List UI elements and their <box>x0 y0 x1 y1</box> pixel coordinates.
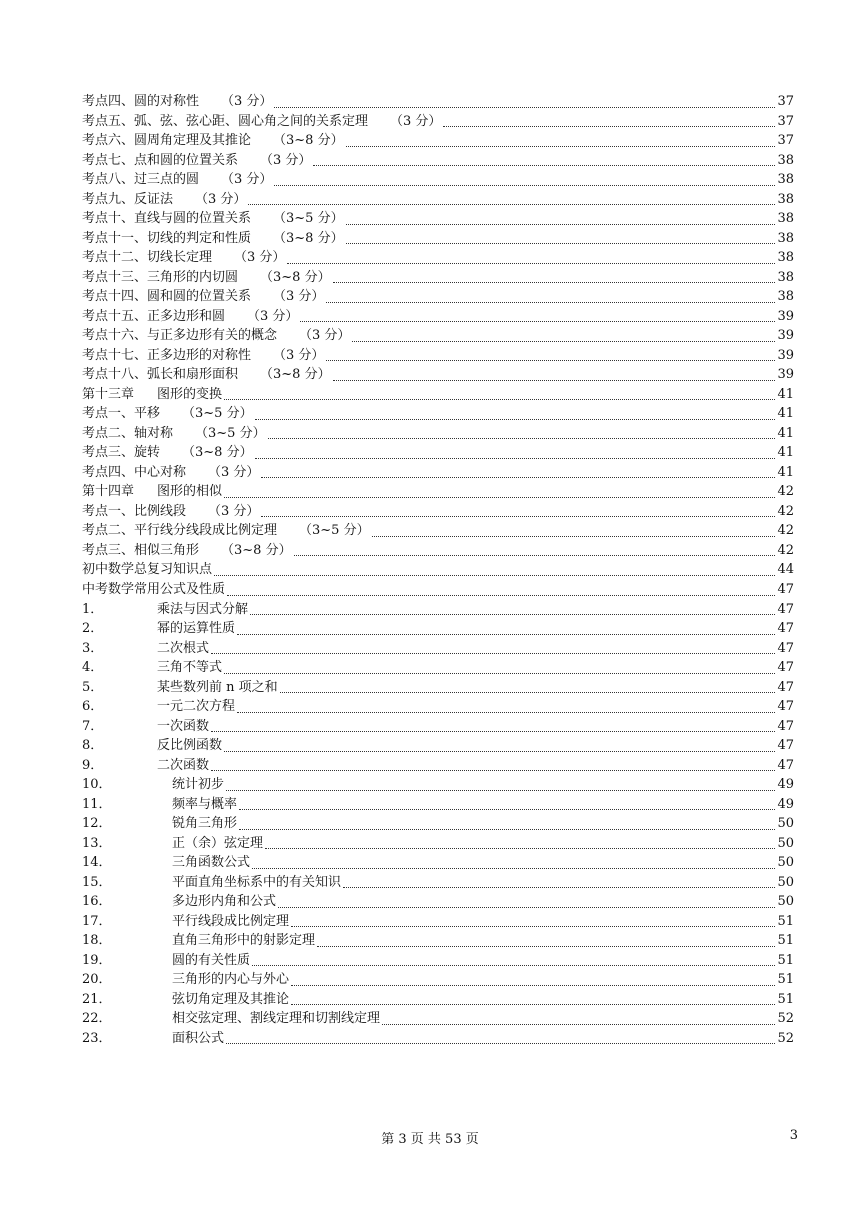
toc-entry-title: 面积公式 <box>172 1030 225 1046</box>
toc-entry-page: 47 <box>777 718 794 734</box>
dot-leader <box>346 242 776 244</box>
toc-entry-page: 50 <box>777 874 794 890</box>
toc-entry-title: 一元二次方程 <box>157 699 236 715</box>
toc-entry-title: 考点十四、圆和圆的位置关系 <box>82 289 252 305</box>
dot-leader <box>255 418 776 420</box>
toc-entry-page: 47 <box>777 640 794 656</box>
toc-entry-score: （3 分） <box>208 503 260 519</box>
dot-leader <box>211 730 775 732</box>
toc-entry-title: 考点一、平移 <box>82 406 161 422</box>
toc-entry[interactable] <box>82 795 794 814</box>
toc-entry-title: 考点十七、正多边形的对称性 <box>82 347 252 363</box>
toc-entry[interactable] <box>82 756 794 775</box>
toc-entry[interactable] <box>82 873 794 892</box>
toc-entry-number: 22． <box>82 1011 112 1027</box>
toc-entry[interactable] <box>82 970 794 989</box>
toc-entry-page: 38 <box>777 289 794 305</box>
dot-leader <box>211 769 775 771</box>
toc-entry-number: 4． <box>82 660 104 676</box>
toc-entry-page: 47 <box>777 757 794 773</box>
toc-entry-page: 50 <box>777 816 794 832</box>
toc-entry-number: 第十三章 <box>82 386 135 402</box>
toc-entry-title: 考点二、平行线分线段成比例定理 <box>82 523 278 539</box>
toc-entry-score: （3 分） <box>390 113 442 129</box>
toc-entry[interactable] <box>82 443 794 462</box>
toc-entry-title: 相交弦定理、割线定理和切割线定理 <box>172 1011 381 1027</box>
toc-entry-number: 3． <box>82 640 104 656</box>
toc-entry-page: 49 <box>777 777 794 793</box>
dot-leader <box>268 437 776 439</box>
toc-entry[interactable] <box>82 170 794 189</box>
dot-leader <box>239 828 775 830</box>
toc-entry-title: 直角三角形中的射影定理 <box>172 933 316 949</box>
toc-entry[interactable] <box>82 463 794 482</box>
toc-entry[interactable] <box>82 190 794 209</box>
toc-entry-number: 16． <box>82 894 112 910</box>
toc-entry-page: 51 <box>777 933 794 949</box>
toc-entry-title: 二次函数 <box>157 757 210 773</box>
toc-entry-page: 37 <box>777 94 794 109</box>
toc-entry[interactable] <box>82 502 794 521</box>
toc-entry-title: 初中数学总复习知识点 <box>82 562 213 578</box>
toc-entry[interactable] <box>82 521 794 540</box>
dot-leader <box>261 476 775 478</box>
toc-entry-score: （3 分） <box>208 464 260 480</box>
toc-entry-title: 考点七、点和圆的位置关系 <box>82 152 239 168</box>
dot-leader <box>333 379 776 381</box>
dot-leader <box>252 964 775 966</box>
toc-entry-score: （3~8 分） <box>260 367 331 383</box>
dot-leader <box>226 789 775 791</box>
toc-entry-page: 52 <box>777 1030 794 1046</box>
toc-entry-score: （3~5 分） <box>299 523 370 539</box>
toc-entry-page: 39 <box>777 308 794 324</box>
toc-entry-title: 考点一、比例线段 <box>82 503 187 519</box>
toc-entry-number: 18． <box>82 933 112 949</box>
toc-entry-title: 考点九、反证法 <box>82 191 174 207</box>
toc-entry-page: 38 <box>777 269 794 285</box>
toc-entry[interactable] <box>82 834 794 853</box>
toc-entry-score: （3 分） <box>234 250 286 266</box>
toc-entry-score: （3 分） <box>247 308 299 324</box>
toc-entry-title: 考点四、圆的对称性 <box>82 94 200 109</box>
dot-leader <box>248 203 775 205</box>
toc-entry-title: 平行线段成比例定理 <box>172 913 290 929</box>
dot-leader <box>294 554 776 556</box>
toc-entry-score: （3 分） <box>260 152 312 168</box>
dot-leader <box>250 613 775 615</box>
dot-leader <box>239 808 775 810</box>
toc-entry-page: 38 <box>777 211 794 227</box>
dot-leader <box>382 1023 775 1025</box>
toc-entry-title: 反比例函数 <box>157 738 223 754</box>
toc-entry-page: 47 <box>777 679 794 695</box>
toc-entry[interactable] <box>82 287 794 306</box>
toc-entry-page: 39 <box>777 347 794 363</box>
toc-entry-title: 弦切角定理及其推论 <box>172 991 290 1007</box>
toc-entry[interactable] <box>82 1009 794 1028</box>
toc-entry-number: 5． <box>82 679 104 695</box>
toc-entry-page: 41 <box>777 445 794 461</box>
toc-entry-title: 平面直角坐标系中的有关知识 <box>172 874 342 890</box>
toc-entry-title: 考点十、直线与圆的位置关系 <box>82 211 252 227</box>
toc-entry-title: 三角函数公式 <box>172 855 251 871</box>
dot-leader <box>291 1003 775 1005</box>
dot-leader <box>352 340 775 342</box>
toc-entry-title: 考点五、弧、弦、弦心距、圆心角之间的关系定理 <box>82 113 369 129</box>
toc-entry-title: 中考数学常用公式及性质 <box>82 582 226 597</box>
toc-entry[interactable] <box>82 541 794 560</box>
toc-entry-page: 50 <box>777 835 794 851</box>
toc-entry-page: 52 <box>777 1011 794 1027</box>
toc-entry-number: 14． <box>82 855 112 871</box>
toc-entry-title: 圆的有关性质 <box>172 952 251 968</box>
dot-leader <box>237 711 775 713</box>
toc-entry-page: 38 <box>777 230 794 246</box>
dot-leader <box>224 750 775 752</box>
toc-entry-score: （3 分） <box>221 94 273 109</box>
toc-entry-title: 考点六、圆周角定理及其推论 <box>82 133 252 149</box>
toc-entry-score: （3 分） <box>273 347 325 363</box>
toc-entry[interactable] <box>82 775 794 794</box>
toc-entry[interactable] <box>82 658 794 677</box>
dot-leader <box>291 984 775 986</box>
toc-entry[interactable] <box>82 424 794 443</box>
dot-leader <box>300 320 775 322</box>
toc-entry-number: 23． <box>82 1030 112 1046</box>
toc-entry-score: （3~8 分） <box>273 230 344 246</box>
toc-entry[interactable] <box>82 92 794 111</box>
toc-entry[interactable] <box>82 697 794 716</box>
dot-leader <box>261 515 775 517</box>
toc-entry-score: （3 分） <box>299 328 351 344</box>
toc-entry-score: （3~8 分） <box>260 269 331 285</box>
toc-entry-number: 10． <box>82 777 112 793</box>
toc-entry-page: 51 <box>777 913 794 929</box>
toc-entry-number: 1． <box>82 601 104 617</box>
toc-entry[interactable] <box>82 639 794 658</box>
toc-entry-score: （3 分） <box>221 172 273 188</box>
toc-entry-number: 13． <box>82 835 112 851</box>
toc-entry-page: 37 <box>777 113 794 129</box>
toc-entry[interactable] <box>82 951 794 970</box>
toc-entry[interactable] <box>82 209 794 228</box>
toc-entry[interactable] <box>82 307 794 326</box>
toc-entry-title: 锐角三角形 <box>172 816 238 832</box>
toc-entry-page: 47 <box>777 621 794 637</box>
toc-entry[interactable] <box>82 892 794 911</box>
dot-leader <box>227 594 775 596</box>
dot-leader <box>326 359 775 361</box>
toc-entry-title: 考点十六、与正多边形有关的概念 <box>82 328 278 344</box>
dot-leader <box>224 398 775 400</box>
toc-entry-score: （3~5 分） <box>195 425 266 441</box>
toc-entry-title: 考点三、旋转 <box>82 445 161 461</box>
toc-entry-score: （3~5 分） <box>273 211 344 227</box>
toc-entry-page: 38 <box>777 172 794 188</box>
footer-page-info: 第 3 页 共 53 页 <box>381 1132 479 1147</box>
toc-entry-number: 6． <box>82 699 104 715</box>
toc-entry[interactable] <box>82 248 794 267</box>
toc-entry-number: 8． <box>82 738 104 754</box>
dot-leader <box>313 164 775 166</box>
toc-entry[interactable] <box>82 482 794 501</box>
toc-entry-title: 乘法与因式分解 <box>157 601 249 617</box>
toc-entry-title: 考点二、轴对称 <box>82 425 174 441</box>
dot-leader <box>265 847 775 849</box>
toc-entry[interactable] <box>82 678 794 697</box>
toc-entry-number: 9． <box>82 757 104 773</box>
dot-leader <box>443 125 775 127</box>
toc-entry[interactable] <box>82 112 794 131</box>
dot-leader <box>226 1042 775 1044</box>
toc-entry[interactable] <box>82 229 794 248</box>
toc-entry-page: 39 <box>777 328 794 344</box>
toc-entry-page: 42 <box>777 523 794 539</box>
toc-entry-title: 幂的运算性质 <box>157 621 236 637</box>
toc-entry-number: 15． <box>82 874 112 890</box>
toc-entry-page: 50 <box>777 855 794 871</box>
toc-entry-page: 41 <box>777 425 794 441</box>
toc-entry-page: 41 <box>777 464 794 480</box>
dot-leader <box>274 184 775 186</box>
toc-entry-title: 考点十二、切线长定理 <box>82 250 213 266</box>
dot-leader <box>291 925 775 927</box>
toc-entry-title: 频率与概率 <box>172 796 238 812</box>
toc-entry[interactable] <box>82 912 794 931</box>
toc-entry-page: 42 <box>777 503 794 519</box>
toc-entry-title: 考点三、相似三角形 <box>82 542 200 558</box>
toc-entry-page: 47 <box>777 660 794 676</box>
toc-entry[interactable] <box>82 131 794 150</box>
dot-leader <box>343 886 775 888</box>
toc-entry-page: 37 <box>777 133 794 149</box>
toc-entry-score: （3 分） <box>273 289 325 305</box>
dot-leader <box>326 301 775 303</box>
toc-entry[interactable] <box>82 853 794 872</box>
toc-entry-title: 一次函数 <box>157 718 210 734</box>
toc-entry-title: 图形的相似 <box>157 484 223 500</box>
toc-entry-score: （3~5 分） <box>182 406 253 422</box>
dot-leader <box>211 652 775 654</box>
toc-entry-number: 第十四章 <box>82 484 135 500</box>
toc-entry-page: 41 <box>777 406 794 422</box>
dot-leader <box>278 906 775 908</box>
dot-leader <box>274 106 775 108</box>
toc-entry-page: 39 <box>777 367 794 383</box>
toc-entry-page: 50 <box>777 894 794 910</box>
toc-entry-page: 47 <box>777 601 794 617</box>
toc-entry[interactable] <box>82 385 794 404</box>
dot-leader <box>346 223 776 225</box>
toc-entry[interactable] <box>82 1029 794 1048</box>
toc-entry-number: 11． <box>82 796 112 812</box>
toc-entry-page: 51 <box>777 972 794 988</box>
toc-entry-title: 考点十八、弧长和扇形面积 <box>82 367 239 383</box>
toc-entry[interactable] <box>82 346 794 365</box>
toc-entry[interactable] <box>82 736 794 755</box>
toc-entry[interactable] <box>82 326 794 345</box>
toc-entry-title: 图形的变换 <box>157 386 223 402</box>
toc-entry[interactable] <box>82 814 794 833</box>
toc-entry[interactable] <box>82 404 794 423</box>
toc-entry[interactable] <box>82 151 794 170</box>
toc-entry[interactable] <box>82 268 794 287</box>
toc-entry-score: （3~8 分） <box>273 133 344 149</box>
toc-entry-page: 44 <box>777 562 794 578</box>
toc-entry-number: 2． <box>82 621 104 637</box>
toc-entry-page: 38 <box>777 250 794 266</box>
toc-entry-page: 47 <box>777 738 794 754</box>
toc-entry-title: 三角形的内心与外心 <box>172 972 290 988</box>
toc-entry[interactable] <box>82 931 794 950</box>
dot-leader <box>214 574 775 576</box>
toc-entry-number: 7． <box>82 718 104 734</box>
toc-entry-title: 考点十五、正多边形和圆 <box>82 308 226 324</box>
toc-entry-page: 51 <box>777 952 794 968</box>
toc-entry-page: 47 <box>777 582 794 597</box>
dot-leader <box>317 945 775 947</box>
toc-entry-page: 49 <box>777 796 794 812</box>
toc-entry-title: 二次根式 <box>157 640 210 656</box>
toc-entry-title: 考点八、过三点的圆 <box>82 172 200 188</box>
toc-entry-number: 19． <box>82 952 112 968</box>
toc-entry[interactable] <box>82 580 794 599</box>
dot-leader <box>372 535 776 537</box>
dot-leader <box>333 281 776 283</box>
toc-entry-title: 某些数列前 n 项之和 <box>157 679 278 695</box>
toc-entry-score: （3~8 分） <box>182 445 253 461</box>
toc-entry-page: 47 <box>777 699 794 715</box>
dot-leader <box>224 672 775 674</box>
toc-entry[interactable] <box>82 990 794 1009</box>
toc-entry-score: （3 分） <box>195 191 247 207</box>
toc-entry-page: 41 <box>777 386 794 402</box>
toc-entry-page: 42 <box>777 484 794 500</box>
toc-entry-page: 42 <box>777 542 794 558</box>
toc-entry-page: 51 <box>777 991 794 1007</box>
dot-leader <box>237 633 775 635</box>
toc-entry[interactable] <box>82 619 794 638</box>
toc-entry[interactable] <box>82 600 794 619</box>
toc-entry[interactable] <box>82 560 794 579</box>
toc-entry-page: 38 <box>777 191 794 207</box>
toc-entry-score: （3~8 分） <box>221 542 292 558</box>
toc-entry-number: 17． <box>82 913 112 929</box>
toc-entry-number: 20． <box>82 972 112 988</box>
dot-leader <box>287 262 775 264</box>
toc-entry-title: 统计初步 <box>172 777 225 793</box>
toc-entry[interactable] <box>82 717 794 736</box>
toc-entry-number: 21． <box>82 991 112 1007</box>
toc-entry[interactable] <box>82 365 794 384</box>
dot-leader <box>280 691 776 693</box>
footer-page-number: 3 <box>789 1128 798 1143</box>
toc-entry-title: 正（余）弦定理 <box>172 835 264 851</box>
dot-leader <box>255 457 776 459</box>
toc-entry-title: 考点十三、三角形的内切圆 <box>82 269 239 285</box>
dot-leader <box>346 145 776 147</box>
dot-leader <box>224 496 775 498</box>
toc-entry-title: 三角不等式 <box>157 660 223 676</box>
dot-leader <box>252 867 775 869</box>
toc-entry-title: 多边形内角和公式 <box>172 894 277 910</box>
toc-entry-title: 考点十一、切线的判定和性质 <box>82 230 252 246</box>
toc-entry-title: 考点四、中心对称 <box>82 464 187 480</box>
toc-entry-page: 38 <box>777 152 794 168</box>
toc-entry-number: 12． <box>82 816 112 832</box>
